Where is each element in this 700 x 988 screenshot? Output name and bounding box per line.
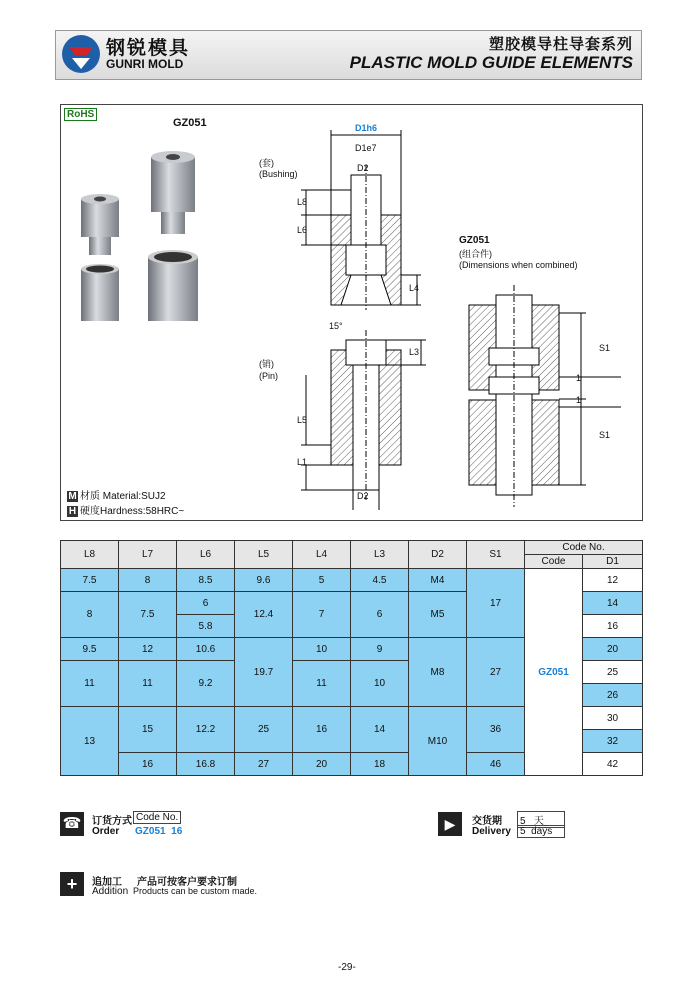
brand-name-cn: 钢锐模具 xyxy=(106,38,191,59)
combined-label-en: (Dimensions when combined) xyxy=(459,260,578,270)
cell: 7 xyxy=(293,592,351,638)
bushing-label-en: (Bushing) xyxy=(259,169,298,179)
col-code-no: Code No. xyxy=(525,541,643,555)
addition-label-en: Addition xyxy=(92,886,129,897)
l6-label: L6 xyxy=(297,225,308,235)
d2-bottom-label: D2 xyxy=(357,491,369,501)
col-l8: L8 xyxy=(61,541,119,569)
gunri-logo-icon xyxy=(60,33,102,75)
l5-label: L5 xyxy=(297,415,308,425)
addition-label-cn: 追加工 xyxy=(92,877,122,888)
pin-label-en: (Pin) xyxy=(259,371,279,381)
l1-label: L1 xyxy=(297,457,308,467)
col-l4: L4 xyxy=(293,541,351,569)
l8-label: L8 xyxy=(297,197,308,207)
cell: 12.4 xyxy=(235,592,293,638)
cell: 12 xyxy=(583,569,643,592)
rohs-badge: RoHS xyxy=(64,108,97,121)
cell: 16 xyxy=(119,753,177,776)
combined-title: GZ051 xyxy=(459,235,490,246)
cell: 7.5 xyxy=(61,569,119,592)
cell: 16 xyxy=(293,707,351,753)
cell: 10.6 xyxy=(177,638,235,661)
table-row xyxy=(61,569,643,592)
addition-note-cn: 产品可按客户要求订制 xyxy=(137,877,237,888)
cell: 16.8 xyxy=(177,753,235,776)
cell: 5 xyxy=(293,569,351,592)
cell: 32 xyxy=(583,730,643,753)
cell: 42 xyxy=(583,753,643,776)
cell: M8 xyxy=(409,638,467,707)
cell: 18 xyxy=(351,753,409,776)
cell: 15 xyxy=(119,707,177,753)
pin-label-cn: (销) xyxy=(259,359,274,369)
cell: 20 xyxy=(293,753,351,776)
cell: 9.6 xyxy=(235,569,293,592)
cell: 13 xyxy=(61,707,119,776)
cell: 27 xyxy=(467,638,525,707)
phone-icon: ☎ xyxy=(60,812,84,836)
cell: 20 xyxy=(583,638,643,661)
cell: 17 xyxy=(467,569,525,638)
page-number: -29- xyxy=(338,962,356,973)
cell: 11 xyxy=(119,661,177,707)
code-cell: GZ051 xyxy=(525,569,583,776)
cell: 16 xyxy=(583,615,643,638)
hardness-tag: H xyxy=(68,506,77,517)
spec-table xyxy=(60,540,643,776)
d2-top-label: D2 xyxy=(357,163,369,173)
addition-note-en: Products can be custom made. xyxy=(133,886,258,896)
hardness-line xyxy=(67,502,184,517)
delivery-label-cn: 交货期 xyxy=(472,816,502,827)
delivery-days-en: 5 days xyxy=(517,825,565,838)
cell: 8 xyxy=(119,569,177,592)
page-header xyxy=(55,30,642,80)
l3-label: L3 xyxy=(409,347,420,357)
cell: 11 xyxy=(293,661,351,707)
material-line xyxy=(67,487,166,502)
cell: 11 xyxy=(61,661,119,707)
delivery-days-cn: 5 天 xyxy=(517,811,565,828)
model-title: GZ051 xyxy=(173,117,207,129)
cell: 12.2 xyxy=(177,707,235,753)
cell: 4.5 xyxy=(351,569,409,592)
cell: 9.5 xyxy=(61,638,119,661)
series-title-cn: 塑胶模导柱导套系列 xyxy=(488,36,633,53)
cell: 6 xyxy=(177,592,235,615)
col-d2: D2 xyxy=(409,541,467,569)
angle-label: 15° xyxy=(329,321,343,331)
cell: 5.8 xyxy=(177,615,235,638)
s1-top-label: S1 xyxy=(599,343,611,353)
material-tag: M xyxy=(68,491,77,502)
brand-name-en: GUNRI MOLD xyxy=(106,57,184,71)
cell: M10 xyxy=(409,707,467,776)
d1e7-label: D1e7 xyxy=(355,143,377,153)
cell: 19.7 xyxy=(235,638,293,707)
col-d1: D1 xyxy=(583,555,643,569)
cell: 36 xyxy=(467,707,525,753)
product-figure xyxy=(60,104,643,521)
d1h6-label: D1h6 xyxy=(355,123,378,133)
product-photo xyxy=(76,147,206,327)
cell: 9.2 xyxy=(177,661,235,707)
cell: 26 xyxy=(583,684,643,707)
col-l5: L5 xyxy=(235,541,293,569)
series-title-en: PLASTIC MOLD GUIDE ELEMENTS xyxy=(349,53,633,72)
s1-bottom-label: S1 xyxy=(599,430,611,440)
cell: 27 xyxy=(235,753,293,776)
col-l3: L3 xyxy=(351,541,409,569)
order-label-en: Order xyxy=(92,826,120,837)
col-l7: L7 xyxy=(119,541,177,569)
truck-icon: ▶ xyxy=(438,812,462,836)
order-example: GZ051 16 xyxy=(135,826,183,837)
cell: 14 xyxy=(583,592,643,615)
cell: 6 xyxy=(351,592,409,638)
cell: 10 xyxy=(351,661,409,707)
col-code: Code xyxy=(525,555,583,569)
l4-label: L4 xyxy=(409,283,420,293)
material-text: 材质 Material:SUJ2 xyxy=(80,491,166,502)
cell: 10 xyxy=(293,638,351,661)
order-label-cn: 订货方式 xyxy=(92,816,132,827)
col-s1: S1 xyxy=(467,541,525,569)
clearance-label-a: 1 xyxy=(576,373,582,383)
clearance-label-b: 1 xyxy=(576,395,582,405)
cell: 8.5 xyxy=(177,569,235,592)
cell: 46 xyxy=(467,753,525,776)
cell: 30 xyxy=(583,707,643,730)
cell: 7.5 xyxy=(119,592,177,638)
cell: 14 xyxy=(351,707,409,753)
delivery-label-en: Delivery xyxy=(472,826,511,837)
cell: 8 xyxy=(61,592,119,638)
hardness-text: 硬度Hardness:58HRC~ xyxy=(80,506,185,517)
cell: 9 xyxy=(351,638,409,661)
cell: 25 xyxy=(235,707,293,753)
cell: M4 xyxy=(409,569,467,592)
col-l6: L6 xyxy=(177,541,235,569)
bushing-label-cn: (套) xyxy=(259,158,274,168)
cell: 25 xyxy=(583,661,643,684)
plus-icon: + xyxy=(60,872,84,896)
cell: 12 xyxy=(119,638,177,661)
order-code-box: Code No. xyxy=(133,811,181,824)
cell: M5 xyxy=(409,592,467,638)
combined-label-cn: (组合件) xyxy=(459,249,492,259)
